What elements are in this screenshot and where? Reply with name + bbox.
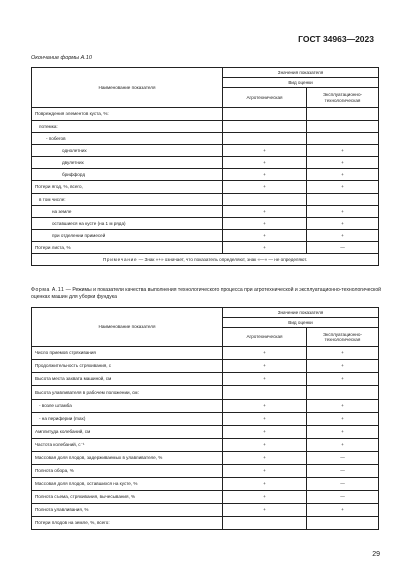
table-row: [32, 218, 379, 230]
tech-value: —: [307, 242, 379, 254]
agro-value: [223, 121, 307, 133]
table-row: [32, 517, 379, 530]
form-a11-caption: [31, 287, 381, 301]
tech-value: +: [307, 426, 379, 439]
row-label: Продолжительность стряхивания, с: [32, 360, 223, 373]
row-label: - побегов: [32, 133, 223, 145]
table-note: [32, 254, 379, 266]
agro-value: +: [223, 426, 307, 439]
tech-value: [307, 133, 379, 145]
tech-value: +: [307, 206, 379, 218]
agro-value: [223, 517, 307, 530]
table-row: [32, 386, 379, 400]
table-row: [32, 121, 379, 133]
table-row: [32, 439, 379, 452]
table-row: [32, 452, 379, 465]
tech-value: +: [307, 181, 379, 194]
agro-value: [223, 133, 307, 145]
tech-value: [307, 108, 379, 121]
tech-value: [307, 386, 379, 400]
agro-value: [223, 194, 307, 206]
table-note-row: [32, 254, 379, 266]
table-row: [32, 373, 379, 386]
agro-value: +: [223, 491, 307, 504]
table-row: [32, 413, 379, 426]
table-row: [32, 157, 379, 169]
tech-value: —: [307, 491, 379, 504]
note-text: — Знак «+» означает, что показатель определяют, знак «—» — не определяют.: [137, 256, 308, 262]
tech-value: [307, 121, 379, 133]
tech-value: +: [307, 413, 379, 426]
agro-value: +: [223, 157, 307, 169]
col-header-values: Значения показателя: [223, 68, 379, 78]
tech-value: —: [307, 478, 379, 491]
agro-value: +: [223, 206, 307, 218]
table-row: [32, 478, 379, 491]
agro-value: +: [223, 181, 307, 194]
row-label: - возле штамба: [32, 400, 223, 413]
col-header-tech: Эксплуатационно-технологическая: [307, 88, 379, 108]
col-header-agro: Агротехническая: [223, 328, 307, 347]
form-a10-table: [31, 67, 379, 266]
agro-value: +: [223, 242, 307, 254]
row-label: потемка:: [32, 121, 223, 133]
agro-value: +: [223, 478, 307, 491]
table-row: [32, 206, 379, 218]
col-header-eval-type: Вид оценки: [223, 318, 379, 328]
row-label: Число приемов стряхивания: [32, 347, 223, 360]
tech-value: +: [307, 360, 379, 373]
agro-value: +: [223, 218, 307, 230]
row-label: Потери листа, %: [32, 242, 223, 254]
caption-text: — Режимы и показатели качества выполнения технологического процесса при агротехнической и эксплуатационно-технологической оценках машин для уборки фундука: [31, 287, 382, 300]
table-row: [32, 181, 379, 194]
document-header: ГОСТ 34963—2023: [298, 34, 374, 44]
continuation-label: Окончание формы А.10: [31, 55, 92, 61]
tech-value: +: [307, 145, 379, 157]
row-label: двулетних: [32, 157, 223, 169]
agro-value: +: [223, 439, 307, 452]
table-row: [32, 491, 379, 504]
agro-value: +: [223, 413, 307, 426]
agro-value: +: [223, 169, 307, 181]
tech-value: —: [307, 452, 379, 465]
agro-value: +: [223, 360, 307, 373]
agro-value: +: [223, 465, 307, 478]
tech-value: —: [307, 465, 379, 478]
table-row: [32, 347, 379, 360]
table-row: [32, 360, 379, 373]
tech-value: +: [307, 373, 379, 386]
tech-value: +: [307, 169, 379, 181]
row-label: оставшиеся на кусте (на 1 м ряда): [32, 218, 223, 230]
table-row: [32, 504, 379, 517]
tech-value: +: [307, 439, 379, 452]
tech-value: [307, 194, 379, 206]
row-label: Массовая доля плодов, оставшихся на кусте, %: [32, 478, 223, 491]
row-label: Полнота обора, %: [32, 465, 223, 478]
row-label: - на периферии (max): [32, 413, 223, 426]
page-number: 29: [372, 551, 380, 558]
row-label: Полнота улавливания, %: [32, 504, 223, 517]
row-label: Частота колебаний, с⁻¹: [32, 439, 223, 452]
row-label: при отделении примесей: [32, 230, 223, 242]
table-row: [32, 194, 379, 206]
row-label: в том числе:: [32, 194, 223, 206]
row-label: Высота места захвата машиной, см: [32, 373, 223, 386]
col-header-values: Значение показателя: [223, 308, 379, 318]
agro-value: +: [223, 373, 307, 386]
agro-value: [223, 108, 307, 121]
tech-value: +: [307, 504, 379, 517]
table-row: [32, 145, 379, 157]
tech-value: [307, 517, 379, 530]
tech-value: +: [307, 157, 379, 169]
row-label: Повреждения элементов куста, %:: [32, 108, 223, 121]
agro-value: +: [223, 504, 307, 517]
agro-value: +: [223, 145, 307, 157]
agro-value: +: [223, 230, 307, 242]
table-row: [32, 242, 379, 254]
row-label: на земле: [32, 206, 223, 218]
form-a11-table: [31, 307, 379, 530]
agro-value: [223, 386, 307, 400]
table-row: [32, 465, 379, 478]
note-label: Примечание: [102, 256, 138, 262]
row-label: Высота улавливателя в рабочем положении, см:: [32, 386, 223, 400]
tech-value: +: [307, 400, 379, 413]
table-row: [32, 133, 379, 145]
tech-value: +: [307, 230, 379, 242]
col-header-name: Наименование показателя: [32, 308, 223, 347]
row-label: Потери плодов на земле, %, всего:: [32, 517, 223, 530]
col-header-agro: Агротехническая: [223, 88, 307, 108]
agro-value: +: [223, 452, 307, 465]
row-label: Потери ягод, %, всего,: [32, 181, 223, 194]
tech-value: +: [307, 347, 379, 360]
row-label: Амплитуда колебаний, см: [32, 426, 223, 439]
table-row: [32, 169, 379, 181]
agro-value: +: [223, 347, 307, 360]
row-label: бриффорд: [32, 169, 223, 181]
col-header-name: Наименование показателя: [32, 68, 223, 108]
agro-value: +: [223, 400, 307, 413]
row-label: однолетних: [32, 145, 223, 157]
table-row: [32, 230, 379, 242]
table-row: [32, 400, 379, 413]
tech-value: +: [307, 218, 379, 230]
table-row: [32, 108, 379, 121]
row-label: Массовая доля плодов, задерживаемых в улавливателе, %: [32, 452, 223, 465]
col-header-tech: Эксплуатационно-технологическая: [307, 328, 379, 347]
row-label: Полнота съема, стряхивания, вычесывания, %: [32, 491, 223, 504]
col-header-eval-type: Вид оценки: [223, 78, 379, 88]
caption-label: Форма А.11: [31, 287, 65, 293]
table-row: [32, 426, 379, 439]
